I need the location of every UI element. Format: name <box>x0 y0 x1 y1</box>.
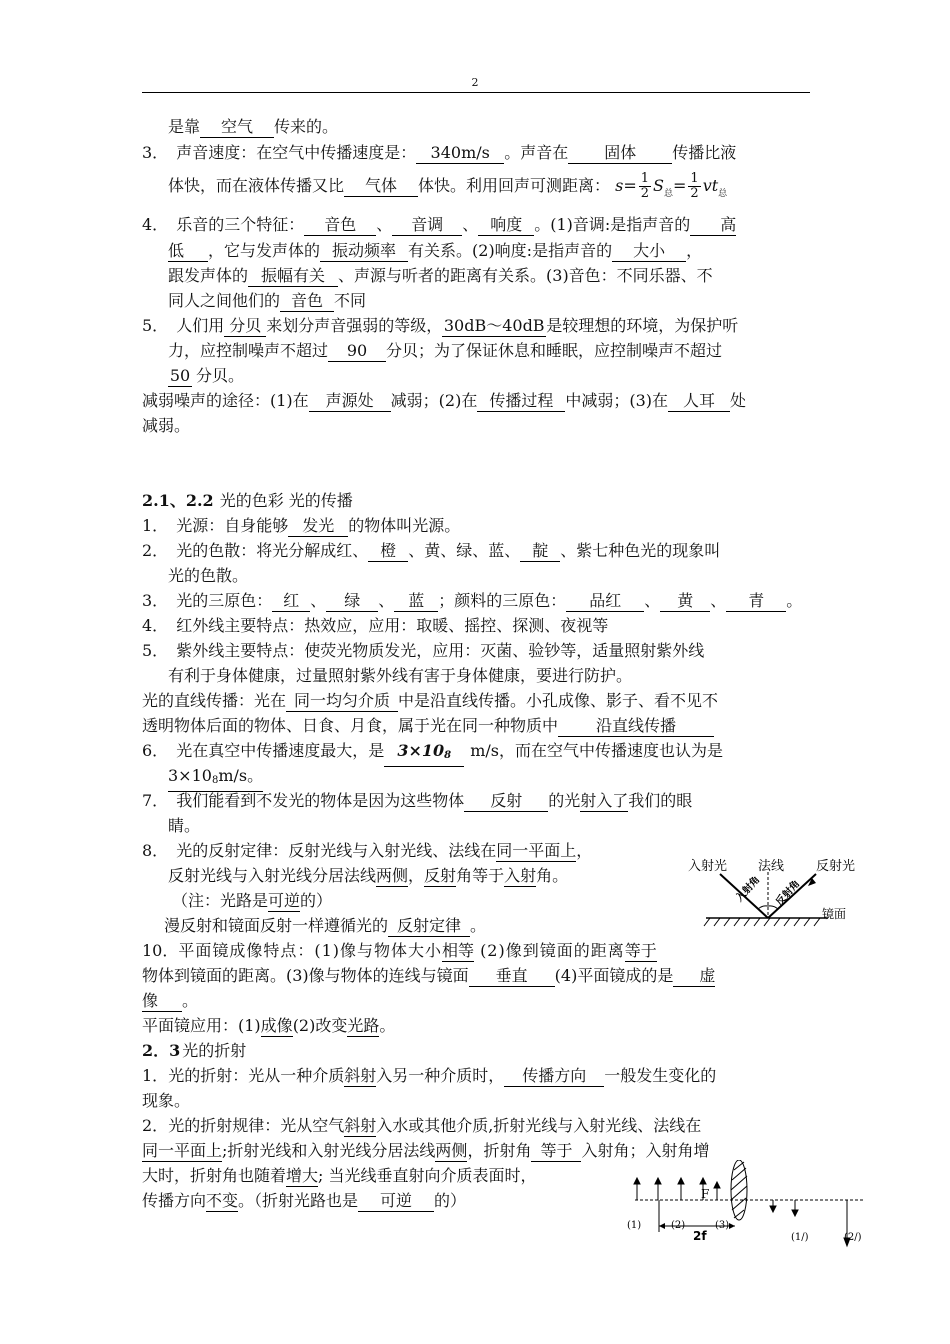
position-3: (3) <box>715 1220 730 1231</box>
position-1: (1) <box>627 1220 642 1231</box>
fraction-half-2: $\frac{1}{2}$ <box>690 171 699 201</box>
s1-line1: 3． 声音速度：在空气中传播速度是： 340m/s 。声音在 固体 传播比液 <box>142 143 737 162</box>
s1-line9: 50 分贝。 <box>169 366 245 385</box>
mirror-label: 镜面 <box>822 907 847 921</box>
s2-line5: 4． 红外线主要特点：热效应，应用：取暖、摇控、探测、夜视等 <box>142 616 609 635</box>
s2-line11: 3×108m/s。 <box>168 765 263 792</box>
s2-line18: 10．平面镜成像特点：(1)像与物体大小相等 (2)像到镜面的距离等于 <box>142 941 657 960</box>
focus-label: F <box>701 1187 710 1201</box>
normal-label: 法线 <box>758 859 785 874</box>
page-number: 2 <box>471 76 479 89</box>
s2-line17: 漫反射和镜面反射一样遵循光的 反射定律 。 <box>164 916 487 935</box>
s2-line20: 像 。 <box>142 991 199 1010</box>
section-2-1-title: 2.1、2.2 光的色彩 光的传播 <box>142 491 353 510</box>
section-2-3-title: 2．3 光的折射 <box>142 1041 247 1060</box>
incident-angle-label: 入射角 <box>734 874 763 905</box>
s3-line3: 2．光的折射规律：光从空气斜射入水或其他介质,折射光线与入射光线、法线在 <box>142 1116 702 1135</box>
s1-line5: 跟发声体的 振幅有关 、声源与听者的距离有关系。(3)音色：不同乐器、不 <box>168 266 713 285</box>
position-2: (2) <box>671 1220 686 1231</box>
s2-line15: 反射光线与入射光线分居法线两侧，反射角等于入射角。 <box>168 866 569 885</box>
s1-line7: 5． 人们用 分贝 来划分声音强弱的等级， 30dB～40dB 是较理想的环境，为保护听 <box>142 316 739 335</box>
incident-label: 入射光 <box>688 859 728 874</box>
s3-line6: 传播方向不变。（折射光路也是 可逆 的） <box>142 1191 467 1210</box>
image-arrows <box>770 1200 850 1246</box>
s1-line0: 是靠 空气 传来的。 <box>168 117 339 136</box>
s2-line6: 5． 紫外线主要特点：使荧光物质发光，应用：灭菌、验钞等，适量照射紫外线 <box>142 641 705 660</box>
s2-line21: 平面镜应用：(1)成像(2)改变光路。 <box>142 1016 396 1035</box>
reflected-angle-arc <box>768 906 778 909</box>
position-2-prime: (2/) <box>844 1232 862 1243</box>
s2-line12: 7． 我们能看到不发光的物体是因为这些物体 反射 的光射入了我们的眼 <box>142 791 693 810</box>
fraction-half: $\frac{1}{2}$ <box>640 171 650 201</box>
s1-line10: 减弱噪声的途径：(1)在 声源处 减弱；(2)在 传播过程 中减弱；(3)在 人耳 处 <box>142 391 747 410</box>
s2-line14: 8． 光的反射定律：反射光线与入射光线、法线在同一平面上， <box>142 841 593 860</box>
s2-line2: 2． 光的色散：将光分解成红、 橙 、黄、绿、蓝、 靛 、紫七种色光的现象叫 <box>142 541 721 560</box>
s2-line7: 有利于身体健康，过量照射紫外线有害于身体健康，要进行防护。 <box>168 666 633 685</box>
mirror-hatching <box>704 918 820 926</box>
lens-imaging-diagram <box>615 1160 865 1260</box>
two-f-arrow-right <box>729 1223 735 1229</box>
reflected-angle-label: 反射角 <box>774 878 803 909</box>
s1-line8: 力，应控制噪声不超过 90 分贝；为了保证休息和睡眠，应控制噪声不超过 <box>168 341 723 360</box>
reflected-label: 反射光 <box>816 859 856 874</box>
s2-line4: 3． 光的三原色： 红 、 绿 、 蓝 ；颜料的三原色： 品红 、 黄 、 青 。 <box>142 591 803 610</box>
s2-line16: （注：光路是可逆的） <box>172 891 333 910</box>
reflection-diagram <box>680 852 880 930</box>
s3-line1: 1．光的折射：光从一种介质斜射入另一种介质时， 传播方向 一般发生变化的 <box>142 1066 717 1085</box>
s2-line10: 6． 光在真空中传播速度最大，是 3×108 m/s，而在空气中传播速度也认为是 <box>142 740 723 767</box>
s1-line11: 减弱。 <box>142 416 191 435</box>
two-f-label: 2f <box>693 1229 707 1243</box>
s3-line4: 同一平面上;折射光线和入射光线分居法线两侧，折射角 等于 入射角；入射角增 <box>142 1141 710 1160</box>
s2-line19: 物体到镜面的距离。(3)像与物体的连线与镜面 垂直 (4)平面镜成的是 虚 <box>142 966 716 985</box>
position-1-prime: (1/) <box>791 1232 809 1243</box>
s3-line2: 现象。 <box>142 1091 191 1110</box>
s1-line6: 同人之间他们的 音色 不同 <box>168 291 367 310</box>
s2-line13: 睛。 <box>168 816 201 835</box>
s2-line3: 光的色散。 <box>168 566 249 585</box>
s1-line2: 体快，而在液体传播又比 气体 体快。利用回声可测距离： s= $\frac{1}{2}$ $S_总=$ $\frac{1}{2}$ $vt_总$ <box>168 171 728 201</box>
incident-angle-arc <box>758 906 768 909</box>
s1-line3: 4． 乐音的三个特征： 音色 、 音调 、 响度 。(1)音调:是指声音的 高 <box>142 215 737 234</box>
s1-line4: 低 ，它与发声体的 振动频率 有关系。(2)响度:是指声音的 大小 ， <box>168 241 703 260</box>
two-f-arrow-left <box>659 1223 665 1229</box>
header-rule <box>142 92 810 93</box>
s2-line1: 1． 光源：自身能够 发光 的物体叫光源。 <box>142 516 461 535</box>
s2-line9: 透明物体后面的物体、日食、月食，属于光在同一种物质中 沿直线传播 <box>142 715 714 737</box>
s2-line8: 光的直线传播：光在 同一均匀介质 中是沿直线传播。小孔成像、影子、看不见不 <box>142 691 719 710</box>
s3-line5: 大时，折射角也随着增大; 当光线垂直射向介质表面时， <box>142 1166 537 1185</box>
